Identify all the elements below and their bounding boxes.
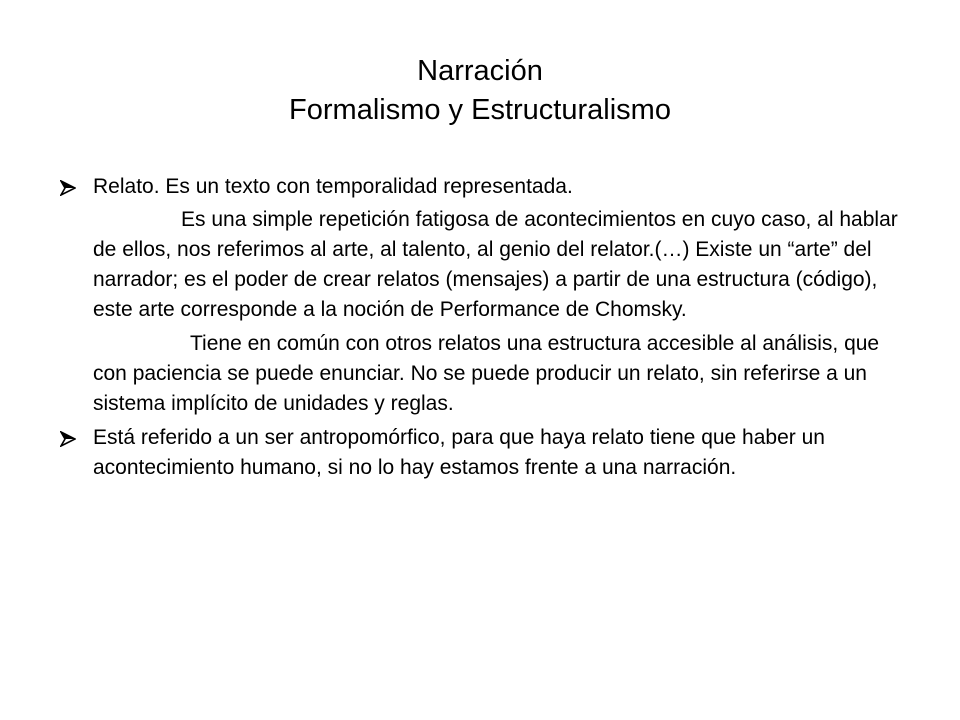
body-paragraph: Es una simple repetición fatigosa de acontecimientos en cuyo caso, al hablar de ellos, nos referimos al arte, al talento, al genio del relator.(…) Existe un “arte” del narrador; es el poder de crear relatos (mensajes) a partir de una estructura (código), este arte corresponde a la noción de Performance de Chomsky.: [93, 208, 898, 321]
title-line-1: Narración: [417, 55, 543, 87]
arrowhead-bullet-icon: [60, 180, 76, 196]
slide-title: [0, 52, 960, 130]
arrowhead-bullet-icon: [60, 431, 76, 447]
bullet-item: [58, 423, 918, 483]
bullet-text: Relato. Es un texto con temporalidad representada.: [93, 175, 573, 198]
slide-body: [58, 172, 918, 483]
bullet-item: [58, 172, 918, 202]
bullet-text: Está referido a un ser antropomórfico, para que haya relato tiene que haber un acontecimiento humano, si no lo hay estamos frente a una narración.: [93, 426, 825, 479]
body-paragraph: Tiene en común con otros relatos una estructura accesible al análisis, que con paciencia se puede enunciar. No se puede producir un relato, sin referirse a un sistema implícito de unidades y reglas.: [93, 332, 880, 415]
title-line-2: Formalismo y Estructuralismo: [289, 94, 671, 126]
